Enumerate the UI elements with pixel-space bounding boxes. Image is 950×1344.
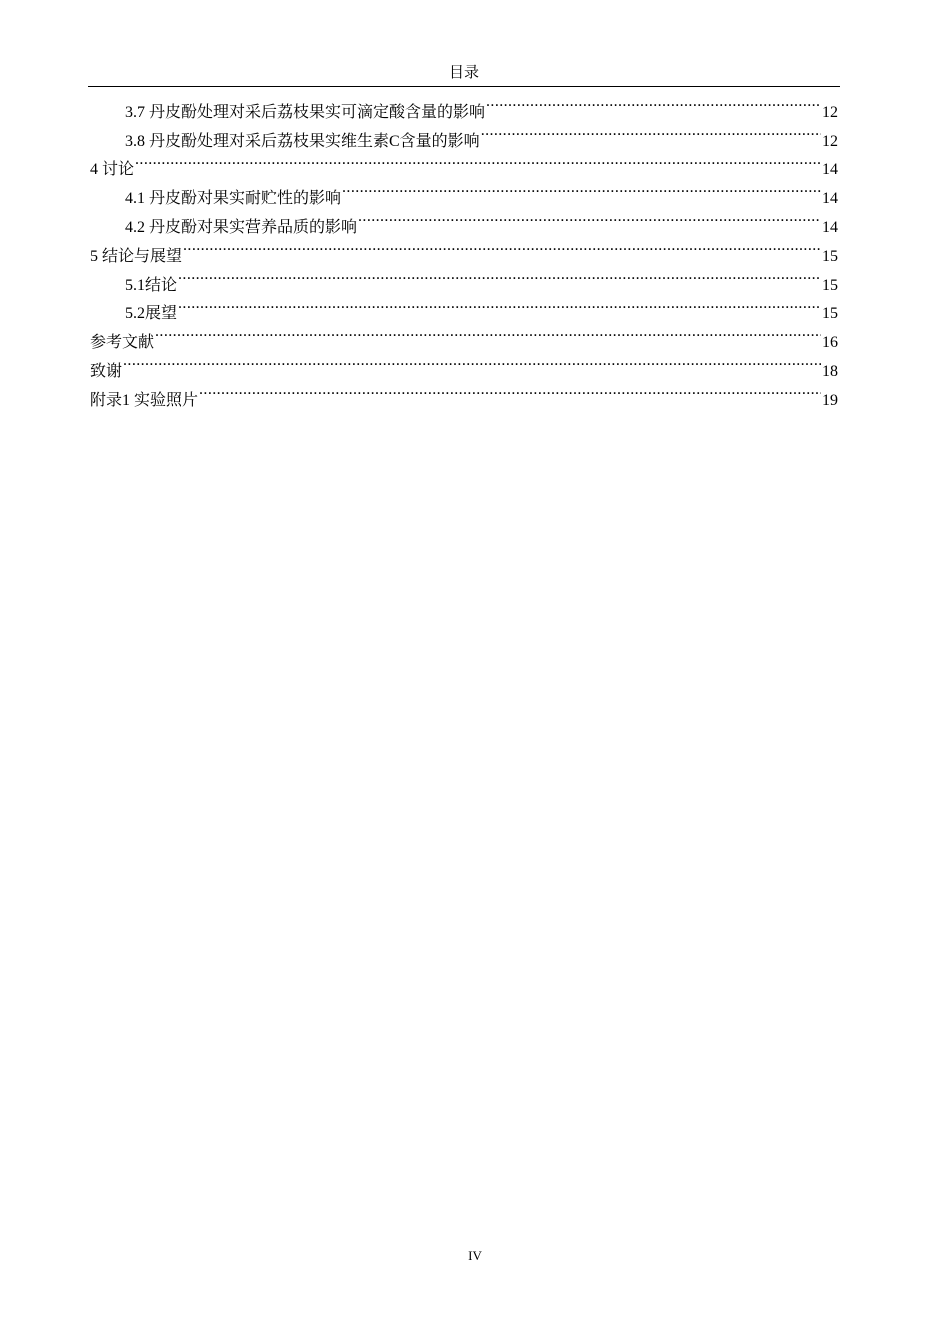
toc-entry-title: 4 讨论 <box>90 161 135 179</box>
toc-entry-page: 12 <box>822 132 838 150</box>
toc-entry-page: 18 <box>822 362 838 380</box>
toc-leader-dots <box>155 318 821 347</box>
toc-entry[interactable] <box>90 376 838 409</box>
toc-entry-page: 15 <box>822 247 838 265</box>
toc-entry[interactable] <box>90 347 838 380</box>
toc-entry[interactable] <box>90 261 838 294</box>
page-header <box>88 62 840 87</box>
toc-entry-title: 5.2展望 <box>125 305 178 323</box>
table-of-contents <box>90 88 838 409</box>
toc-leader-dots <box>123 347 821 376</box>
toc-leader-dots <box>342 174 821 203</box>
toc-entry-title: 4.2 丹皮酚对果实营养品质的影响 <box>125 218 358 236</box>
header-title: 目录 <box>448 65 479 81</box>
toc-leader-dots <box>183 232 821 261</box>
toc-entry[interactable] <box>90 88 838 121</box>
page-number: IV <box>468 1248 482 1263</box>
toc-leader-dots <box>358 203 821 232</box>
toc-entry-page: 14 <box>822 218 838 236</box>
toc-entry-title: 4.1 丹皮酚对果实耐贮性的影响 <box>125 190 342 208</box>
toc-entry-page: 14 <box>822 190 838 208</box>
page-footer <box>0 1248 950 1264</box>
toc-entry-title: 附录1 实验照片 <box>90 391 199 409</box>
toc-entry-title: 5 结论与展望 <box>90 247 183 265</box>
toc-leader-dots <box>199 376 821 405</box>
toc-entry-title: 5.1结论 <box>125 276 178 294</box>
toc-entry-title: 致谢 <box>90 362 123 380</box>
toc-leader-dots <box>481 117 821 146</box>
toc-entry-page: 16 <box>822 334 838 352</box>
toc-entry-page: 19 <box>822 391 838 409</box>
toc-entry[interactable] <box>90 232 838 265</box>
toc-entry-title: 参考文献 <box>90 334 155 352</box>
toc-entry[interactable] <box>90 174 838 208</box>
toc-entry-page: 12 <box>822 103 838 121</box>
toc-entry-title: 3.8 丹皮酚处理对采后荔枝果实维生素C含量的影响 <box>125 132 480 150</box>
toc-entry-title: 3.7 丹皮酚处理对采后荔枝果实可滴定酸含量的影响 <box>125 103 486 121</box>
toc-entry-page: 14 <box>822 161 838 179</box>
toc-entry-page: 15 <box>822 305 838 323</box>
toc-entry-page: 15 <box>822 276 838 294</box>
toc-entry[interactable] <box>90 290 838 323</box>
toc-entry[interactable] <box>90 146 838 179</box>
toc-leader-dots <box>135 146 821 175</box>
toc-entry[interactable] <box>90 318 838 352</box>
toc-leader-dots <box>486 88 821 117</box>
toc-leader-dots <box>178 261 821 290</box>
toc-leader-dots <box>178 290 821 319</box>
